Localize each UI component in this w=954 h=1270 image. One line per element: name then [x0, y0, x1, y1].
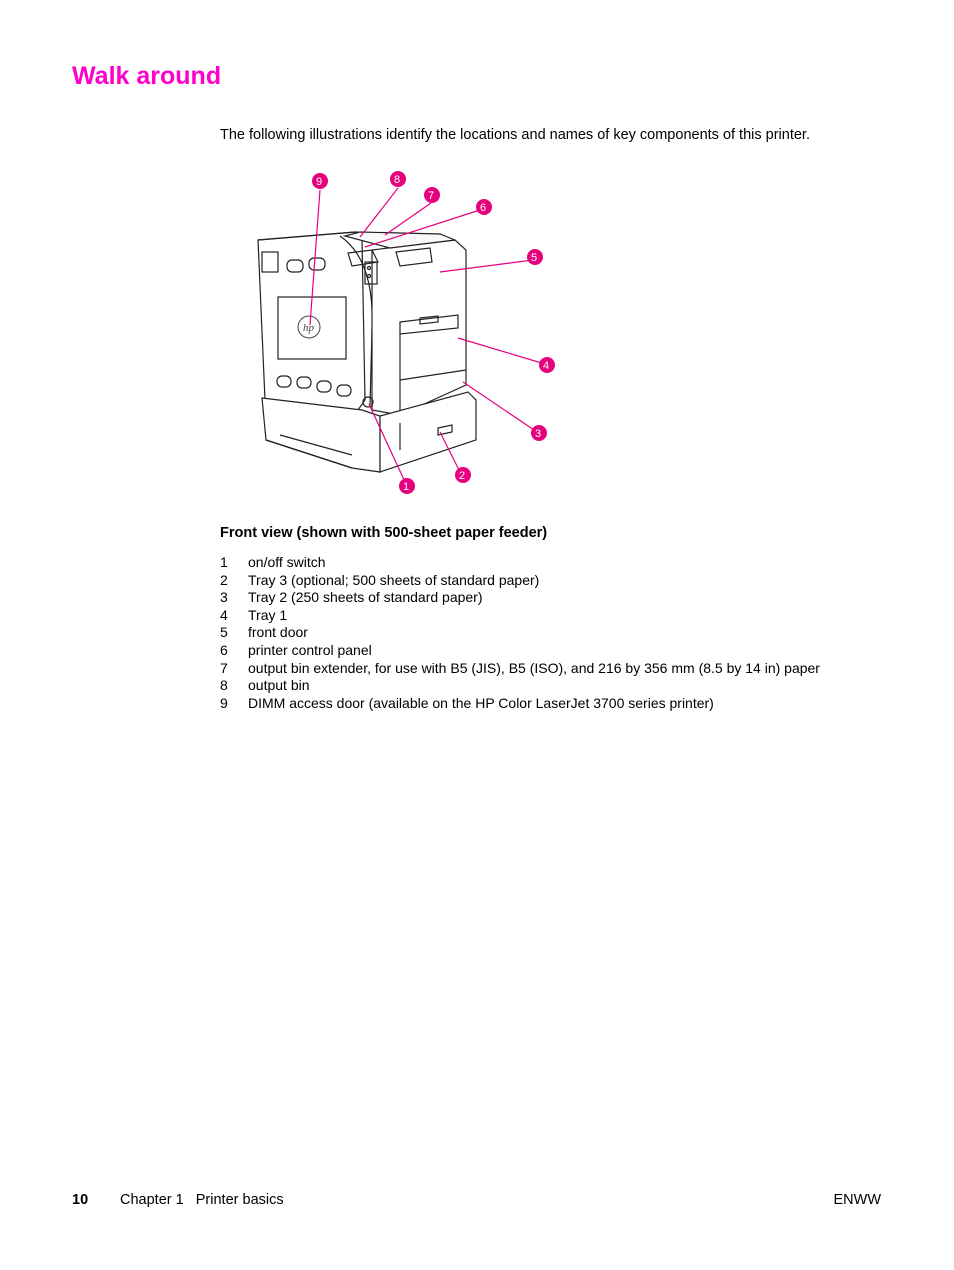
footer-edition-code: ENWW [833, 1192, 881, 1208]
callout-5 [527, 249, 543, 265]
legend-text: output bin [248, 677, 310, 694]
figure-caption: Front view (shown with 500-sheet paper feeder) [220, 525, 548, 541]
page-title: Walk around [72, 62, 222, 90]
svg-text:6: 6 [480, 202, 487, 214]
hp-logo-text: hp [303, 322, 314, 334]
legend-number: 3 [220, 589, 228, 606]
legend-number: 1 [220, 554, 228, 570]
callout-3 [531, 425, 547, 441]
printer-front-view-drawing [250, 165, 570, 505]
legend-item [220, 572, 820, 590]
legend-number: 8 [220, 677, 228, 694]
printer-illustration [250, 165, 570, 510]
legend-text: output bin extender, for use with B5 (JIS), B5 (ISO), and 216 by 356 mm (8.5 by 14 in) paper [248, 659, 820, 676]
svg-text:3: 3 [535, 428, 542, 440]
callout-6 [476, 199, 492, 215]
chapter-label: Chapter 1 Printer basics [120, 1192, 284, 1208]
callout-4 [539, 357, 555, 373]
callout-1 [399, 478, 415, 494]
legend-text: Tray 2 (250 sheets of standard paper) [248, 589, 483, 606]
callout-9 [312, 173, 328, 189]
callout-8 [390, 171, 406, 187]
svg-text:5: 5 [531, 252, 538, 264]
legend-text: DIMM access door (available on the HP Color LaserJet 3700 series printer) [248, 694, 714, 711]
legend-text: printer control panel [248, 641, 372, 658]
callout-legend [220, 554, 820, 712]
intro-paragraph: The following illustrations identify the locations and names of key components of this printer. [220, 127, 810, 143]
page-number: 10 [72, 1192, 89, 1208]
legend-item [220, 624, 820, 642]
legend-text: Tray 1 [248, 606, 288, 623]
legend-item [220, 695, 820, 713]
legend-item [220, 607, 820, 625]
legend-number: 4 [220, 606, 228, 623]
callout-7 [424, 187, 440, 203]
svg-text:8: 8 [394, 174, 401, 186]
legend-item [220, 554, 820, 572]
legend-item [220, 660, 820, 678]
legend-item [220, 642, 820, 660]
legend-number: 2 [220, 571, 228, 588]
legend-number: 7 [220, 659, 228, 676]
svg-text:7: 7 [428, 190, 435, 202]
callout-2 [455, 467, 471, 483]
svg-text:1: 1 [403, 481, 410, 493]
legend-text: Tray 3 (optional; 500 sheets of standard paper) [248, 571, 540, 588]
legend-text: front door [248, 624, 308, 641]
legend-number: 5 [220, 624, 228, 641]
svg-text:4: 4 [543, 360, 550, 372]
svg-text:2: 2 [459, 470, 466, 482]
svg-text:9: 9 [316, 176, 323, 188]
legend-item [220, 677, 820, 695]
legend-number: 6 [220, 641, 228, 658]
legend-text: on/off switch [248, 554, 326, 570]
legend-item [220, 589, 820, 607]
legend-number: 9 [220, 694, 228, 711]
